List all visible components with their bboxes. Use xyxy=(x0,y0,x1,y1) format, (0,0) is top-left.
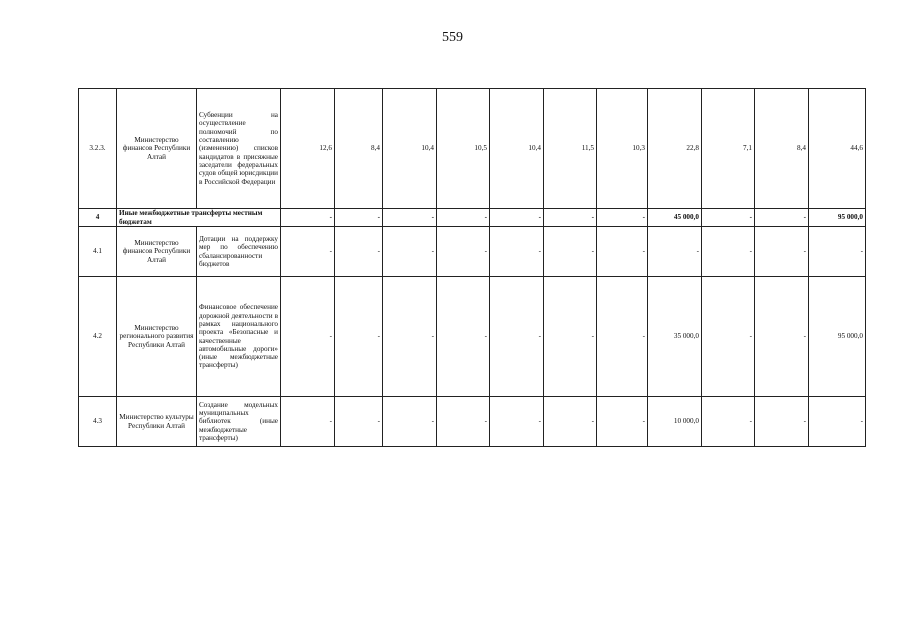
value-cell: - xyxy=(335,209,383,227)
value-cell: - xyxy=(383,277,437,397)
value-cell: - xyxy=(335,227,383,277)
table-row xyxy=(79,227,866,277)
value-cell: - xyxy=(702,397,755,447)
ministry-cell: Министерство финансов Республики Алтай xyxy=(117,89,197,209)
value-cell: - xyxy=(490,227,544,277)
value-cell: - xyxy=(597,397,648,447)
value-cell: - xyxy=(809,397,866,447)
value-cell: - xyxy=(809,227,866,277)
row-number: 4.1 xyxy=(79,227,117,277)
value-cell: 10,5 xyxy=(437,89,490,209)
value-cell: - xyxy=(335,277,383,397)
row-number: 4.3 xyxy=(79,397,117,447)
value-cell: 35 000,0 xyxy=(648,277,702,397)
value-cell: - xyxy=(544,277,597,397)
value-cell: 95 000,0 xyxy=(809,209,866,227)
value-cell: - xyxy=(490,397,544,447)
value-cell: - xyxy=(544,397,597,447)
value-cell: - xyxy=(755,209,809,227)
value-cell: 45 000,0 xyxy=(648,209,702,227)
description-cell: Дотации на поддержку мер по обеспечению сбалансированности бюджетов xyxy=(197,227,281,277)
value-cell: 10,4 xyxy=(490,89,544,209)
value-cell: - xyxy=(755,277,809,397)
value-cell: - xyxy=(281,209,335,227)
table-row xyxy=(79,89,866,209)
value-cell: 44,6 xyxy=(809,89,866,209)
value-cell: 10,4 xyxy=(383,89,437,209)
row-number: 3.2.3. xyxy=(79,89,117,209)
value-cell: - xyxy=(437,277,490,397)
value-cell: - xyxy=(544,209,597,227)
page-number: 559 xyxy=(442,30,463,45)
value-cell: 12,6 xyxy=(281,89,335,209)
value-cell: 8,4 xyxy=(755,89,809,209)
value-cell: 10,3 xyxy=(597,89,648,209)
value-cell: - xyxy=(437,209,490,227)
value-cell: - xyxy=(281,397,335,447)
value-cell: - xyxy=(383,209,437,227)
value-cell: - xyxy=(597,277,648,397)
value-cell: - xyxy=(702,209,755,227)
value-cell: 95 000,0 xyxy=(809,277,866,397)
value-cell: 8,4 xyxy=(335,89,383,209)
value-cell: 22,8 xyxy=(648,89,702,209)
value-cell: - xyxy=(383,227,437,277)
value-cell: - xyxy=(597,227,648,277)
value-cell: - xyxy=(383,397,437,447)
value-cell: - xyxy=(335,397,383,447)
value-cell: - xyxy=(544,227,597,277)
section-title: Иные межбюджетные трансферты местным бюджетам xyxy=(117,209,281,227)
value-cell: - xyxy=(597,209,648,227)
value-cell: - xyxy=(648,227,702,277)
description-cell: Субвенции на осуществление полномочий по составлению (изменению) списков кандидатов в присяжные заседатели федеральных судов общей юрисдикции в Российской Федерации xyxy=(197,89,281,209)
value-cell: - xyxy=(755,397,809,447)
ministry-cell: Министерство культуры Республики Алтай xyxy=(117,397,197,447)
value-cell: - xyxy=(437,227,490,277)
ministry-cell: Министерство финансов Республики Алтай xyxy=(117,227,197,277)
value-cell: - xyxy=(490,209,544,227)
row-number: 4.2 xyxy=(79,277,117,397)
value-cell: - xyxy=(281,277,335,397)
value-cell: 11,5 xyxy=(544,89,597,209)
description-cell: Финансовое обеспечение дорожной деятельности в рамках национального проекта «Безопасные и качественные автомобильные дороги» (иные межбюджетные трансферты) xyxy=(197,277,281,397)
value-cell: - xyxy=(702,277,755,397)
ministry-cell: Министерство регионального развития Республики Алтай xyxy=(117,277,197,397)
value-cell: - xyxy=(755,227,809,277)
description-cell: Создание модельных муниципальных библиотек (иные межбюджетные трансферты) xyxy=(197,397,281,447)
value-cell: - xyxy=(490,277,544,397)
table-body xyxy=(79,89,866,447)
value-cell: - xyxy=(281,227,335,277)
table-row xyxy=(79,209,866,227)
row-number: 4 xyxy=(79,209,117,227)
value-cell: 7,1 xyxy=(702,89,755,209)
value-cell: - xyxy=(437,397,490,447)
value-cell: 10 000,0 xyxy=(648,397,702,447)
table-row xyxy=(79,397,866,447)
table-row xyxy=(79,277,866,397)
value-cell: - xyxy=(702,227,755,277)
budget-table xyxy=(78,88,866,447)
